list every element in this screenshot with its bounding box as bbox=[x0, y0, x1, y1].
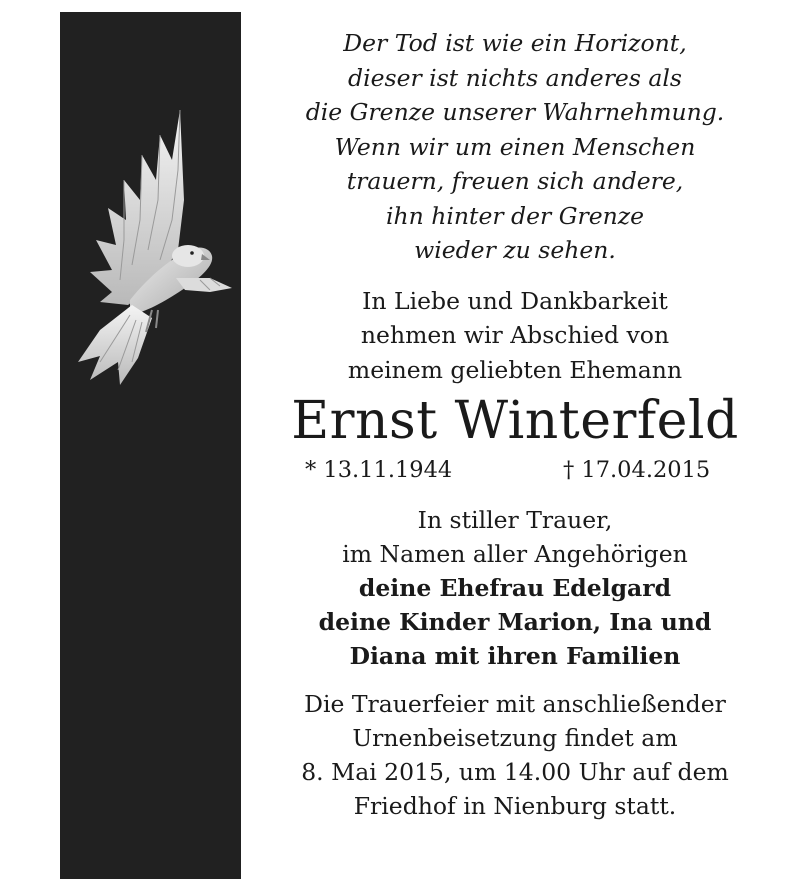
service-line: Die Trauerfeier mit anschließender bbox=[304, 690, 726, 718]
funeral-service-info bbox=[250, 687, 780, 823]
dove-icon bbox=[60, 100, 250, 390]
service-line: Urnenbeisetzung findet am bbox=[352, 724, 678, 752]
death-date: † 17.04.2015 bbox=[563, 457, 711, 483]
intro-line: nehmen wir Abschied von bbox=[360, 321, 670, 349]
mourners bbox=[250, 503, 780, 673]
poem-line: ihn hinter der Grenze bbox=[385, 201, 645, 230]
intro-line: In Liebe und Dankbarkeit bbox=[362, 286, 668, 315]
poem-line: trauern, freuen sich andere, bbox=[346, 167, 684, 195]
birth-date: * 13.11.1944 bbox=[305, 457, 453, 483]
deceased-name: Ernst Winterfeld bbox=[291, 391, 739, 451]
poem-line: wieder zu sehen. bbox=[414, 236, 616, 264]
poem-line: Wenn wir um einen Menschen bbox=[334, 132, 696, 161]
mourners-name-line: Diana mit ihren Familien bbox=[349, 642, 681, 670]
intro-line: meinem geliebten Ehemann bbox=[347, 355, 683, 384]
poem-line: dieser ist nichts anderes als bbox=[348, 63, 682, 92]
mourners-line: In stiller Trauer, bbox=[417, 506, 613, 534]
poem-line: die Grenze unserer Wahrnehmung. bbox=[305, 98, 725, 126]
poem bbox=[250, 26, 780, 268]
service-line: Friedhof in Nienburg statt. bbox=[353, 792, 677, 820]
farewell-intro bbox=[250, 284, 780, 388]
notice-text bbox=[250, 18, 780, 823]
mourners-name-line: deine Ehefrau Edelgard bbox=[358, 574, 672, 602]
service-line: 8. Mai 2015, um 14.00 Uhr auf dem bbox=[301, 758, 729, 786]
poem-line: Der Tod ist wie ein Horizont, bbox=[343, 29, 687, 57]
mourners-name-line: deine Kinder Marion, Ina und bbox=[318, 608, 712, 636]
life-dates bbox=[250, 457, 780, 491]
mourners-line: im Namen aller Angehörigen bbox=[342, 540, 688, 568]
